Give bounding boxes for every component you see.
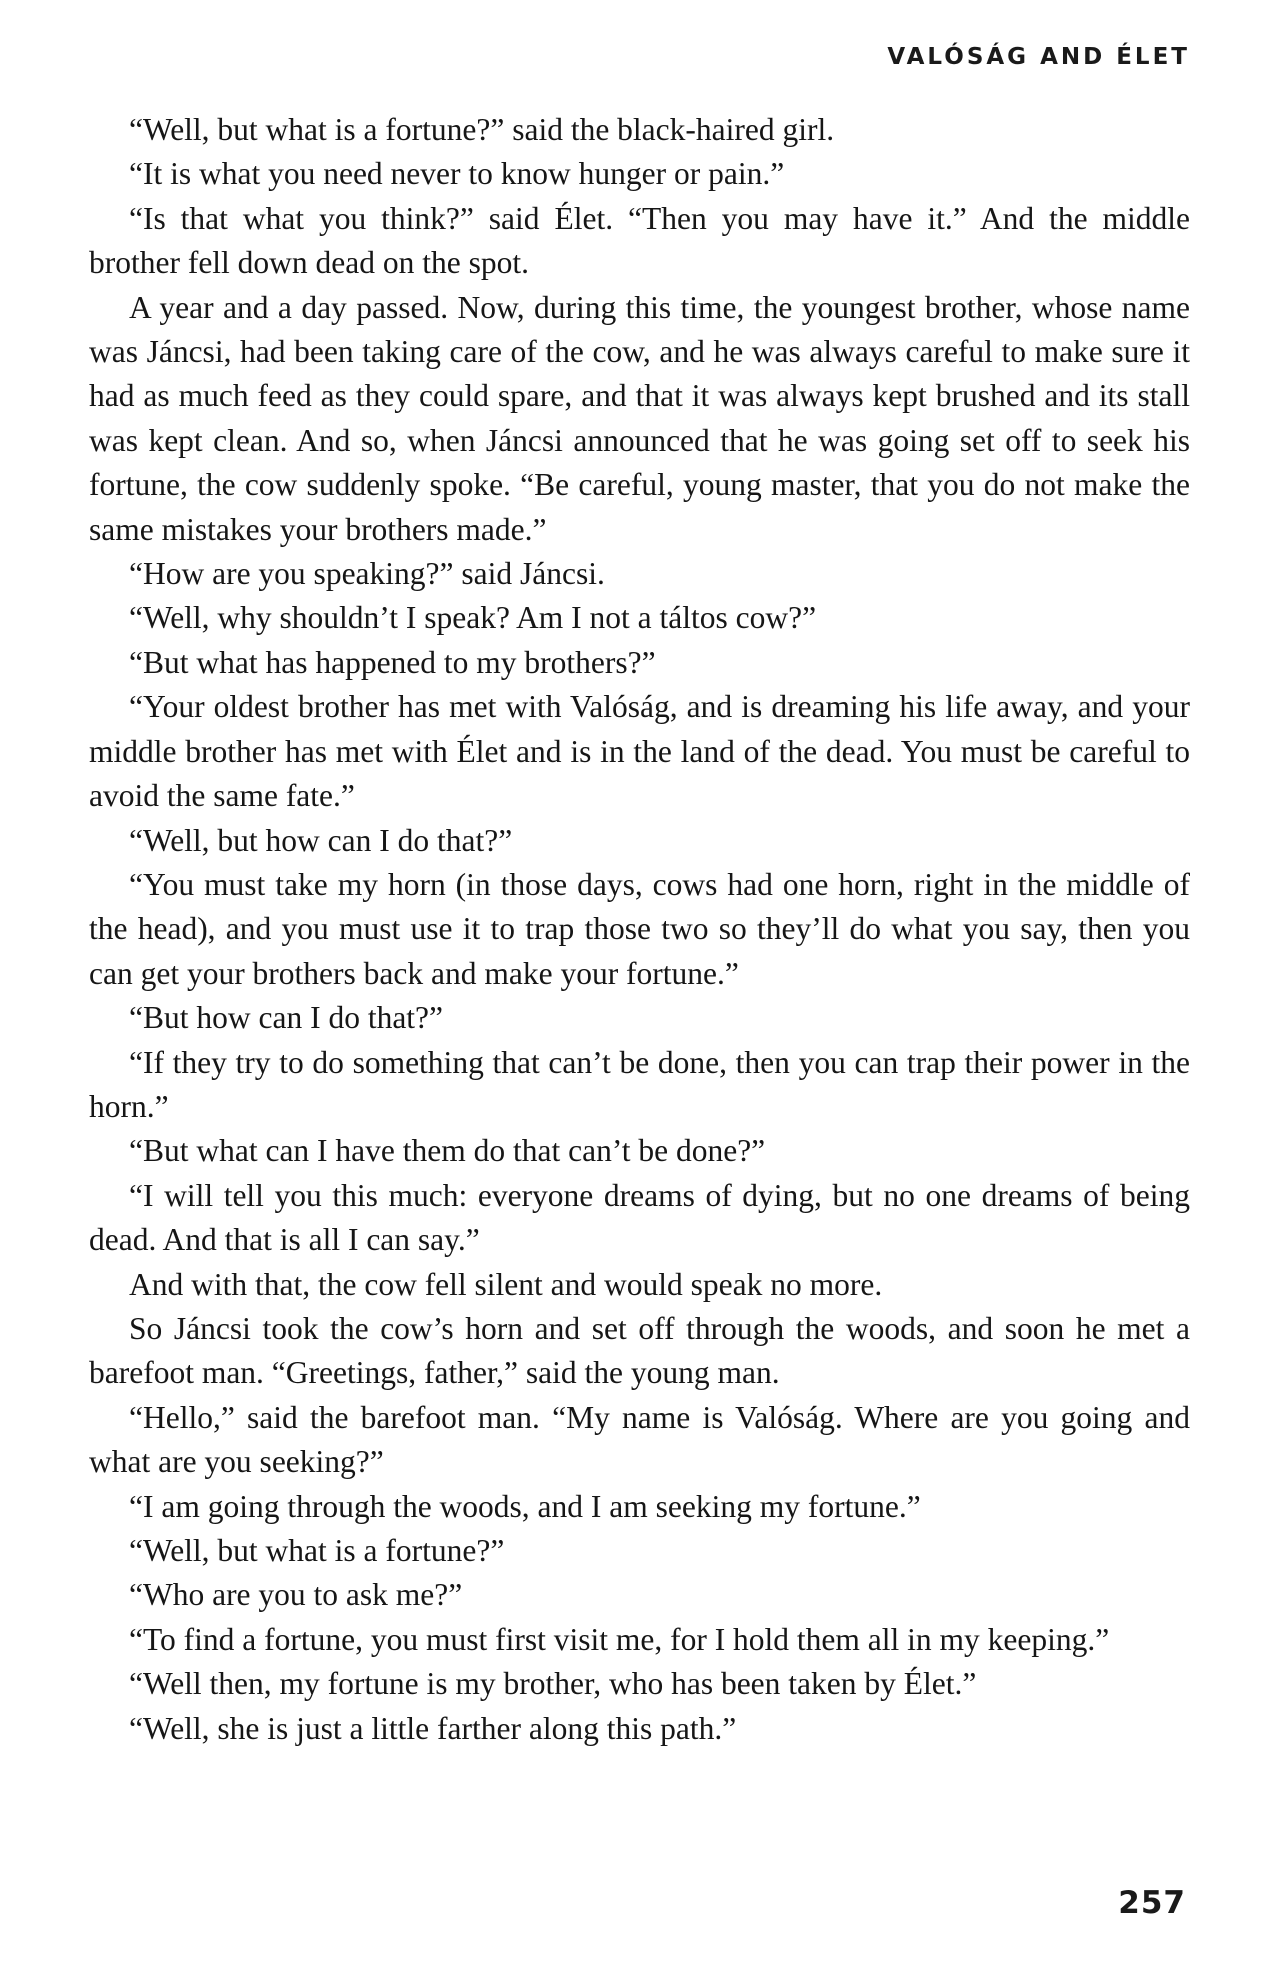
paragraph: “Well, but what is a fortune?” said the black-haired girl. [129,112,835,147]
paragraph: “You must take my horn (in those days, cows had one horn, right in the middle of the head), and you must use it to trap those two so they’ll do what you say, then you can get your brothers back and make your fortune.” [89,866,1190,991]
paragraph: “Your oldest brother has met with Valóság, and is dreaming his life away, and your middle brother has met with Élet and is in the land of the dead. You must be careful to avoid the same fate.” [89,689,1190,814]
paragraph: “How are you speaking?” said Jáncsi. [129,556,605,592]
paragraph: “Hello,” said the barefoot man. “My name is Valóság. Where are you going and what are you seeking?” [89,1399,1190,1480]
paragraph: A year and a day passed. Now, during this time, the youngest brother, whose name was Jáncsi, had been taking care of the cow, and he was always careful to make sure it had as much feed as they could spare, and that it was always kept brushed and its stall was kept clean. And so, when Jáncsi announced that he was going set off to seek his fortune, the cow suddenly spoke. “Be careful, young master, that you do not make the same mistakes your brothers made.” [89,289,1190,547]
page-number: 257 [1118,1885,1186,1921]
paragraph: And with that, the cow fell silent and would speak no more. [129,1266,883,1302]
paragraph: “It is what you need never to know hunger or pain.” [129,156,785,192]
paragraph: “I will tell you this much: everyone dreams of dying, but no one dreams of being dead. And that is all I can say.” [89,1177,1190,1258]
paragraph: “But what can I have them do that can’t be done?” [129,1133,766,1169]
paragraph: “If they try to do something that can’t be done, then you can trap their power in the horn.” [89,1044,1190,1124]
paragraph: So Jáncsi took the cow’s horn and set off through the woods, and soon he met a barefoot man. “Greetings, father,” said the young man. [89,1310,1190,1391]
body-text [89,108,1190,1751]
paragraph: “To find a fortune, you must first visit me, for I hold them all in my keeping.” [129,1621,1110,1657]
paragraph: “Well, she is just a little farther along this path.” [129,1710,737,1746]
paragraph: “Well, why shouldn’t I speak? Am I not a táltos cow?” [129,600,817,636]
paragraph: “Who are you to ask me?” [129,1577,463,1613]
paragraph: “Is that what you think?” said Élet. “Then you may have it.” And the middle brother fell down dead on the spot. [89,200,1190,281]
paragraph: “Well, but how can I do that?” [129,822,513,858]
running-head: VALÓSÁG AND ÉLET [887,44,1190,70]
paragraph: “Well then, my fortune is my brother, who has been taken by Élet.” [129,1666,977,1702]
paragraph: “But what has happened to my brothers?” [129,644,656,680]
paragraph: “I am going through the woods, and I am seeking my fortune.” [129,1488,921,1524]
paragraph: “But how can I do that?” [129,1000,444,1036]
paragraph: “Well, but what is a fortune?” [129,1533,505,1568]
